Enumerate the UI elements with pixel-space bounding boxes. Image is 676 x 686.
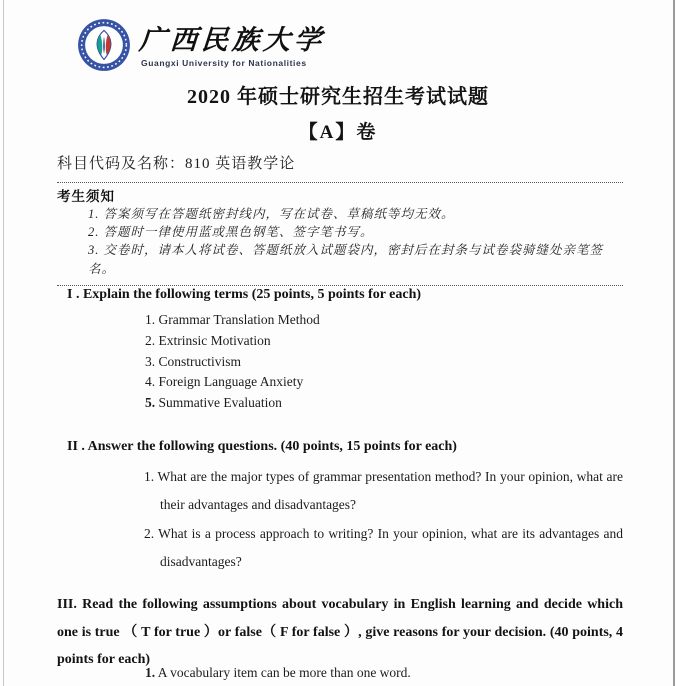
term-item: 2. Extrinsic Motivation [145,332,271,348]
section-2-question-list [57,463,623,577]
term-item: 5. Summative Evaluation [145,395,282,411]
exam-title: 2020 年硕士研究生招生考试试题 [187,86,489,108]
term-item: 4. Foreign Language Anxiety [145,374,304,390]
logo-text [139,26,325,68]
section-1-heading: I . Explain the following terms (25 points, 5 points for each) [67,287,422,302]
true-false-item-1: 1. A vocabulary item can be more than one word. [145,665,411,680]
notice-item-1: 1. 答案须写在答题纸密封线内，写在试卷、草稿纸等均无效。 [88,207,455,221]
candidate-notice-box [57,182,623,286]
subject-code-line: 科目代码及名称：810 英语教学论 [57,156,296,172]
section-1-term-list [57,310,623,414]
term-item: 3. Constructivism [145,353,242,369]
paper-version-label: 【A】卷 [298,122,378,143]
notice-item-3: 3. 交卷时，请本人将试卷、答题纸放入试题袋内，密封后在封条与试卷袋骑缝处亲笔签名。 [88,243,604,276]
notice-item-2: 2. 答题时一律使用蓝或黑色钢笔、签字笔书写。 [88,225,374,240]
section-2-heading: II . Answer the following questions. (40 points, 15 points for each) [67,439,457,454]
university-name-cn: 广西民族大学 [137,25,327,56]
notice-heading: 考生须知 [57,189,115,204]
university-emblem-icon [77,18,131,77]
question-item: 2. What is a process approach to writing? In your opinion, what are its advantages and disadvantages? [144,525,623,570]
university-name-en: Guangxi University for Nationalities [141,58,307,68]
section-3-true-false [57,591,623,674]
question-item: 1. What are the major types of grammar presentation method? In your opinion, what are their advantages and disadvantages? [144,469,624,513]
section-3-heading: III. Read the following assumptions about vocabulary in English learning and decide which one is true （ T for true ）or false（ F for false ）, give reasons for your decision. (40 points, 4 points for each) [57,597,623,668]
section-2-questions [57,437,623,577]
university-logo [77,18,325,77]
section-1-explain-terms [57,285,623,414]
term-item: 1. Grammar Translation Method [145,312,320,327]
